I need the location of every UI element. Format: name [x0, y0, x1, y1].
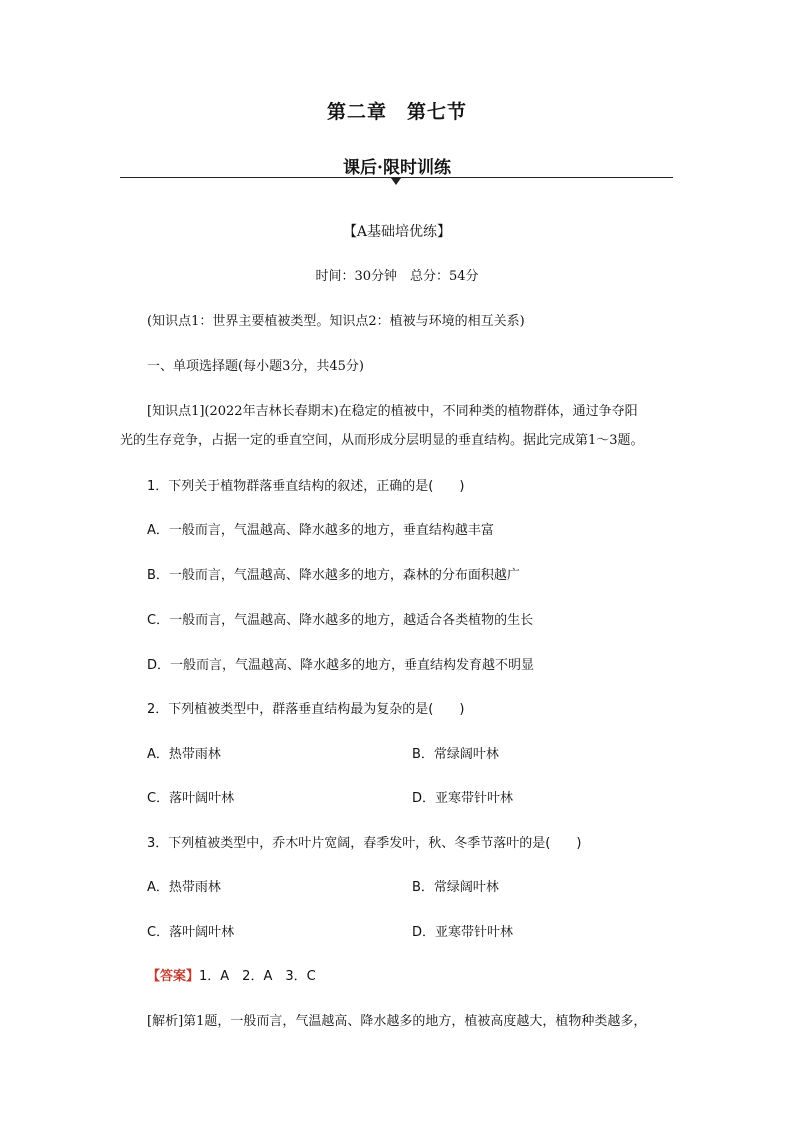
question-2-option-d: D．亚寒带针叶林 — [412, 791, 514, 806]
knowledge-note: (知识点1：世界主要植被类型。知识点2：植被与环境的相互关系) — [147, 314, 525, 329]
down-triangle-icon — [391, 178, 401, 185]
subsection-title: 【A基础培优练】 — [342, 224, 452, 240]
question-1-option-a: A．一般而言，气温越高、降水越多的地方，垂直结构越丰富 — [147, 523, 494, 538]
question-1-option-c: C．一般而言，气温越高、降水越多的地方，越适合各类植物的生长 — [147, 613, 534, 628]
section-title: 课后·限时训练 — [343, 158, 451, 178]
part-heading: 一、单项选择题(每小题3分，共45分) — [147, 359, 364, 374]
analysis-text: [解析]第1题，一般而言，气温越高、降水越多的地方，植被高度越大，植物种类越多， — [147, 1014, 647, 1029]
question-2-option-a: A．热带雨林 — [147, 747, 221, 762]
intro-line-1: [知识点1](2022年吉林长春期末)在稳定的植被中，不同种类的植物群体，通过争夺阳 — [147, 404, 638, 419]
question-3-option-b: B．常绿阔叶林 — [412, 880, 499, 895]
answer-text: 1．A 2．A 3．C — [199, 969, 316, 984]
answer-line — [147, 965, 316, 984]
question-3-option-d: D．亚寒带针叶林 — [412, 925, 514, 940]
question-1-option-d: D．一般而言，气温越高、降水越多的地方，垂直结构发育越不明显 — [147, 658, 535, 673]
question-2-stem: 2．下列植被类型中，群落垂直结构最为复杂的是( ) — [147, 702, 465, 717]
intro-line-2: 光的生存竞争，占据一定的垂直空间，从而形成分层明显的垂直结构。据此完成第1～3题。 — [120, 433, 644, 448]
question-2-option-b: B．常绿阔叶林 — [412, 747, 499, 762]
time-score-info: 时间：30分钟 总分：54分 — [315, 269, 479, 284]
question-2-option-c: C．落叶阔叶林 — [147, 791, 235, 806]
question-1-option-b: B．一般而言，气温越高、降水越多的地方，森林的分布面积越广 — [147, 568, 520, 583]
answer-label: 【答案】 — [147, 969, 200, 984]
question-3-option-c: C．落叶阔叶林 — [147, 925, 235, 940]
question-1-stem: 1．下列关于植物群落垂直结构的叙述，正确的是( ) — [147, 479, 465, 494]
question-3-option-a: A．热带雨林 — [147, 880, 221, 895]
chapter-title: 第二章 第七节 — [326, 101, 467, 123]
question-3-stem: 3．下列植被类型中，乔木叶片宽阔，春季发叶，秋、冬季节落叶的是( ) — [147, 836, 582, 851]
